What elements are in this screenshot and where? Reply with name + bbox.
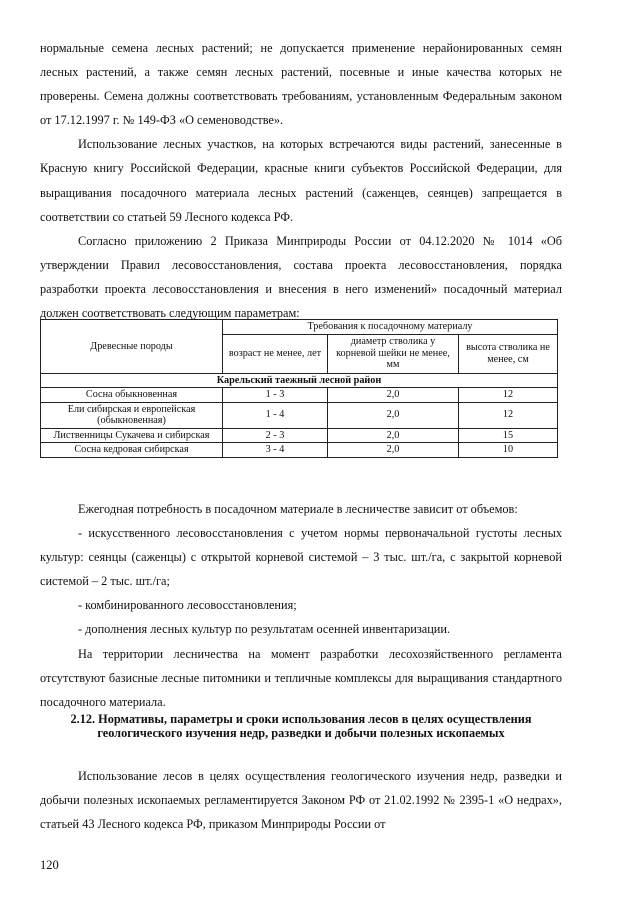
list-item: - дополнения лесных культур по результатам осенней инвентаризации.: [78, 622, 451, 637]
diameter-cell: 2,0: [328, 428, 459, 443]
age-cell: 1 - 3: [223, 388, 328, 403]
diameter-cell: 2,0: [328, 443, 459, 458]
header-species: Древесные породы: [41, 320, 223, 374]
header-diameter: диаметр стволика у корневой шейки не менее, мм: [328, 334, 459, 373]
age-cell: 3 - 4: [223, 443, 328, 458]
paragraph-seeds: нормальные семена лесных растений; не допускается применение нерайонированных семян лесных растений, а также семян лесных растений, посевные и иные качества которых не проверены. Семена должны соответствовать требованиям, установленным Федеральным законом от 17.12.1997 г. № 149-ФЗ «О семеноводстве».: [40, 41, 562, 128]
header-requirements: Требования к посадочному материалу: [223, 320, 558, 335]
age-cell: 1 - 4: [223, 402, 328, 428]
height-cell: 15: [459, 428, 558, 443]
diameter-cell: 2,0: [328, 388, 459, 403]
last-text-block: [40, 764, 562, 836]
planting-material-table: [40, 319, 558, 458]
paragraph-mining: Использование лесов в целях осуществления геологического изучения недр, разведки и добычи полезных ископаемых регламентируется Законом РФ от 21.02.1992 № 2395-1 «О недрах», статьей 43 Лесного кодекса РФ, приказом Минприроды России от: [40, 769, 562, 832]
paragraph-order: Согласно приложению 2 Приказа Минприроды России от 04.12.2020 № 1014 «Об утверждении Правил лесовосстановления, состава проекта лесовосстановления, порядка разработки проекта лесовосстановления и внесения в него изменений» посадочный материал должен соответствовать следующим параметрам:: [40, 233, 562, 321]
height-cell: 10: [459, 443, 558, 458]
paragraph-red-book: Использование лесных участков, на которых встречаются виды растений, занесенные в Красную книгу Российской Федерации, красные книги субъектов Российской Федерации, для выращивания посадочного материала лесных растений (саженцев, сеянцев) запрещается в соответствии со статьей 59 Лесного кодекса РФ.: [40, 137, 562, 224]
species-cell: Ели сибирская и европейская (обыкновенная): [41, 402, 223, 428]
table-row: [41, 428, 558, 443]
diameter-cell: 2,0: [328, 402, 459, 428]
species-cell: Сосна обыкновенная: [41, 388, 223, 403]
height-cell: 12: [459, 402, 558, 428]
paragraph-demand: Ежегодная потребность в посадочном материале в лесничестве зависит от объемов:: [78, 502, 518, 516]
top-text-block: [40, 36, 562, 325]
section-heading: 2.12. Нормативы, параметры и сроки использования лесов в целях осуществления геологического изучения недр, разведки и добычи полезных ископаемых: [70, 712, 532, 740]
list-item: - комбинированного лесовосстановления;: [78, 598, 297, 613]
header-height: высота стволика не менее, см: [459, 334, 558, 373]
age-cell: 2 - 3: [223, 428, 328, 443]
list-item: - искусственного лесовосстановления с учетом нормы первоначальной густоты лесных культур: сеянцы (саженцы) с открытой корневой системой – 3 тыс. шт./га, с закрытой корневой системой – 2 тыс. шт./га;: [40, 526, 562, 589]
table-row: [41, 388, 558, 403]
header-age: возраст не менее, лет: [223, 334, 328, 373]
paragraph-nurseries: На территории лесничества на момент разработки лесохозяйственного регламента отсутствуют базисные лесные питомники и тепличные комплексы для выращивания стандартного посадочного материала.: [40, 646, 562, 709]
after-table-text-block: [40, 497, 562, 714]
height-cell: 12: [459, 388, 558, 403]
region-row: Карельский таежный лесной район: [41, 373, 558, 388]
species-cell: Лиственницы Сукачева и сибирская: [41, 428, 223, 443]
table-row: [41, 443, 558, 458]
species-cell: Сосна кедровая сибирская: [41, 443, 223, 458]
table-row: [41, 402, 558, 428]
page-number: 120: [40, 858, 59, 872]
